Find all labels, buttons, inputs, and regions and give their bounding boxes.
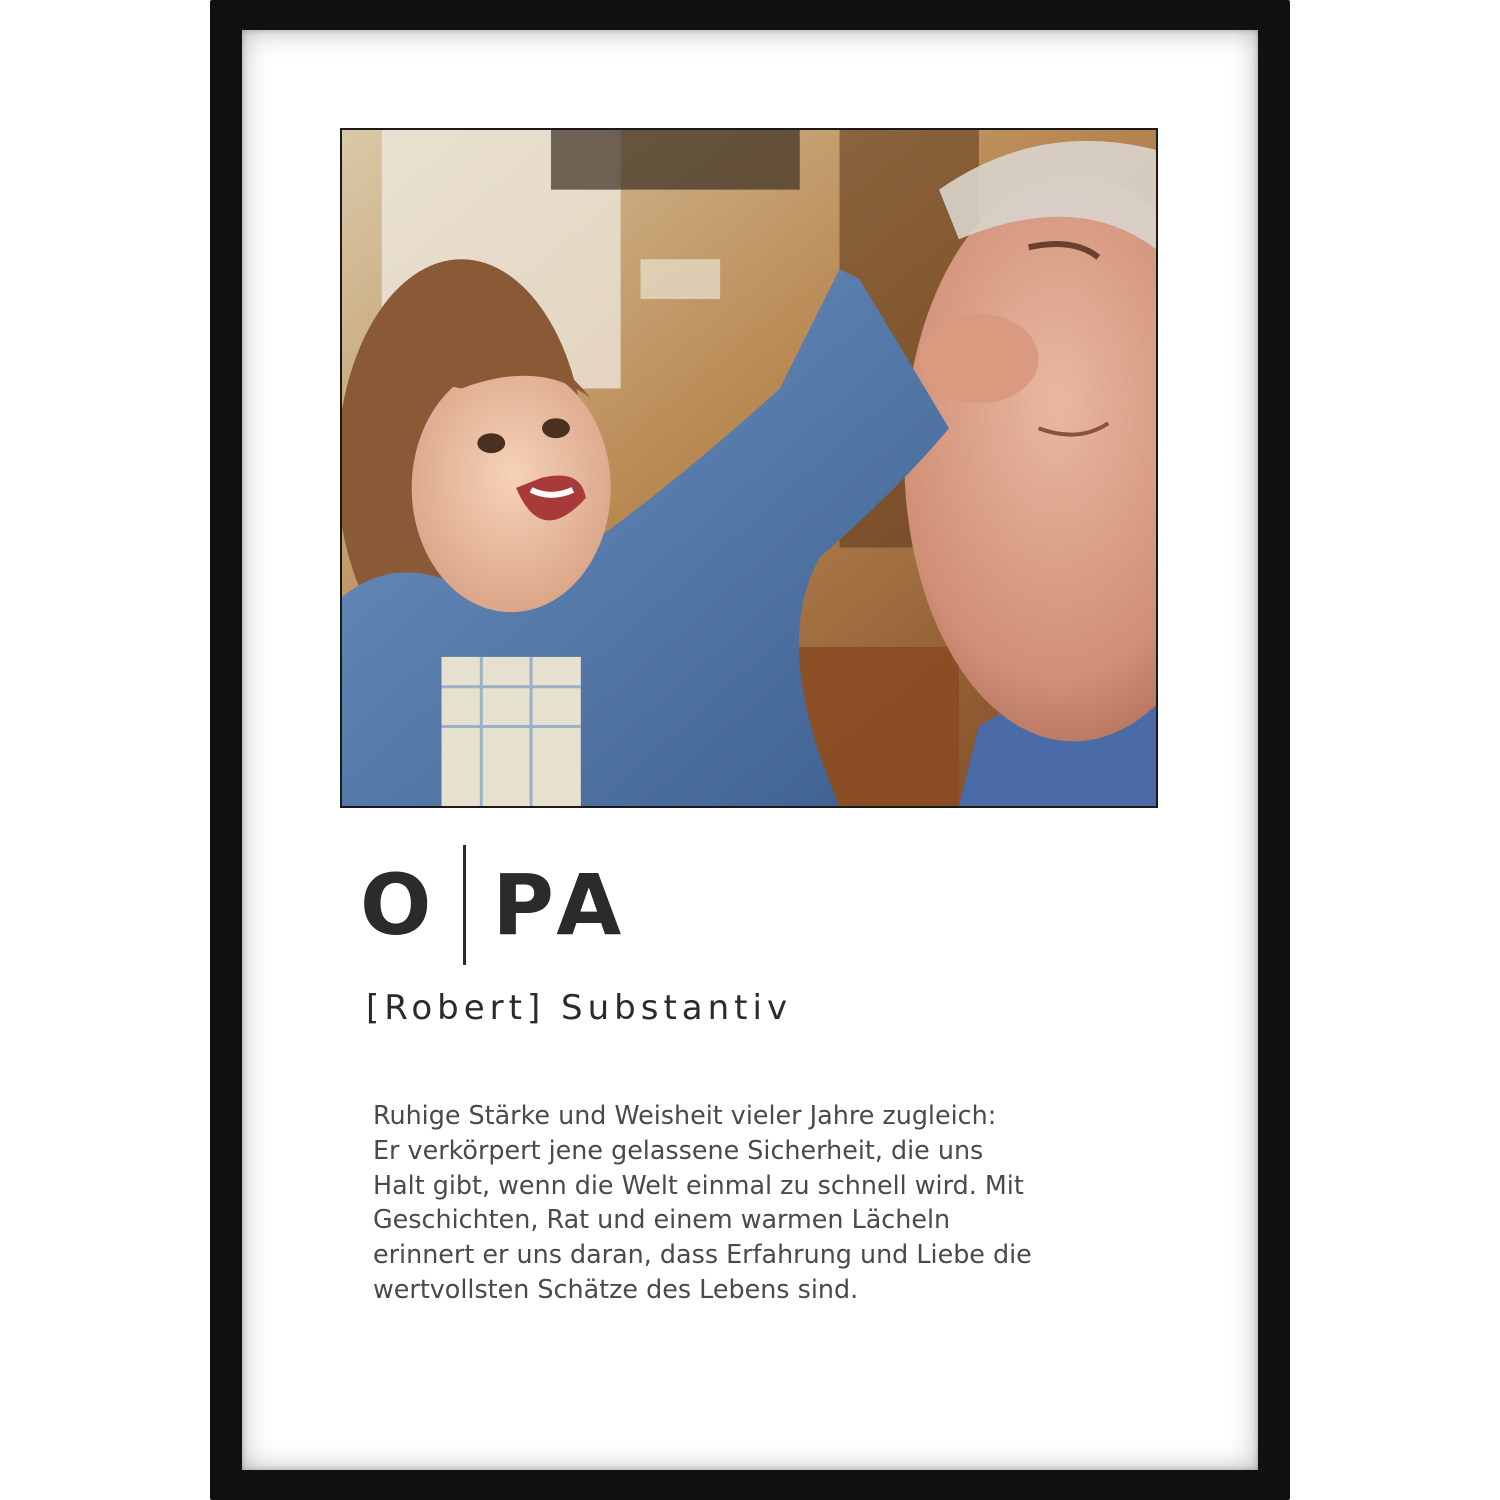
poster-title bbox=[360, 845, 631, 965]
family-photo bbox=[340, 128, 1158, 808]
poster-mat bbox=[242, 30, 1258, 1470]
poster-definition: Ruhige Stärke und Weisheit vieler Jahre zugleich: Er verkörpert jene gelassene Sicherheit, die uns Halt gibt, wenn die Welt einmal zu schnell wird. Mit Geschichten, Rat und einem warmen Lächeln erinnert er uns daran, dass Erfahrung und Liebe die wertvollsten Schätze des Lebens sind. bbox=[373, 1100, 1032, 1304]
poster-subtitle: [Robert] Substantiv bbox=[366, 988, 793, 1028]
title-rest: PA bbox=[492, 856, 632, 954]
title-divider bbox=[463, 845, 466, 965]
title-first-letter: O bbox=[360, 856, 442, 954]
photo-illustration bbox=[342, 130, 1156, 806]
picture-frame bbox=[210, 0, 1290, 1500]
